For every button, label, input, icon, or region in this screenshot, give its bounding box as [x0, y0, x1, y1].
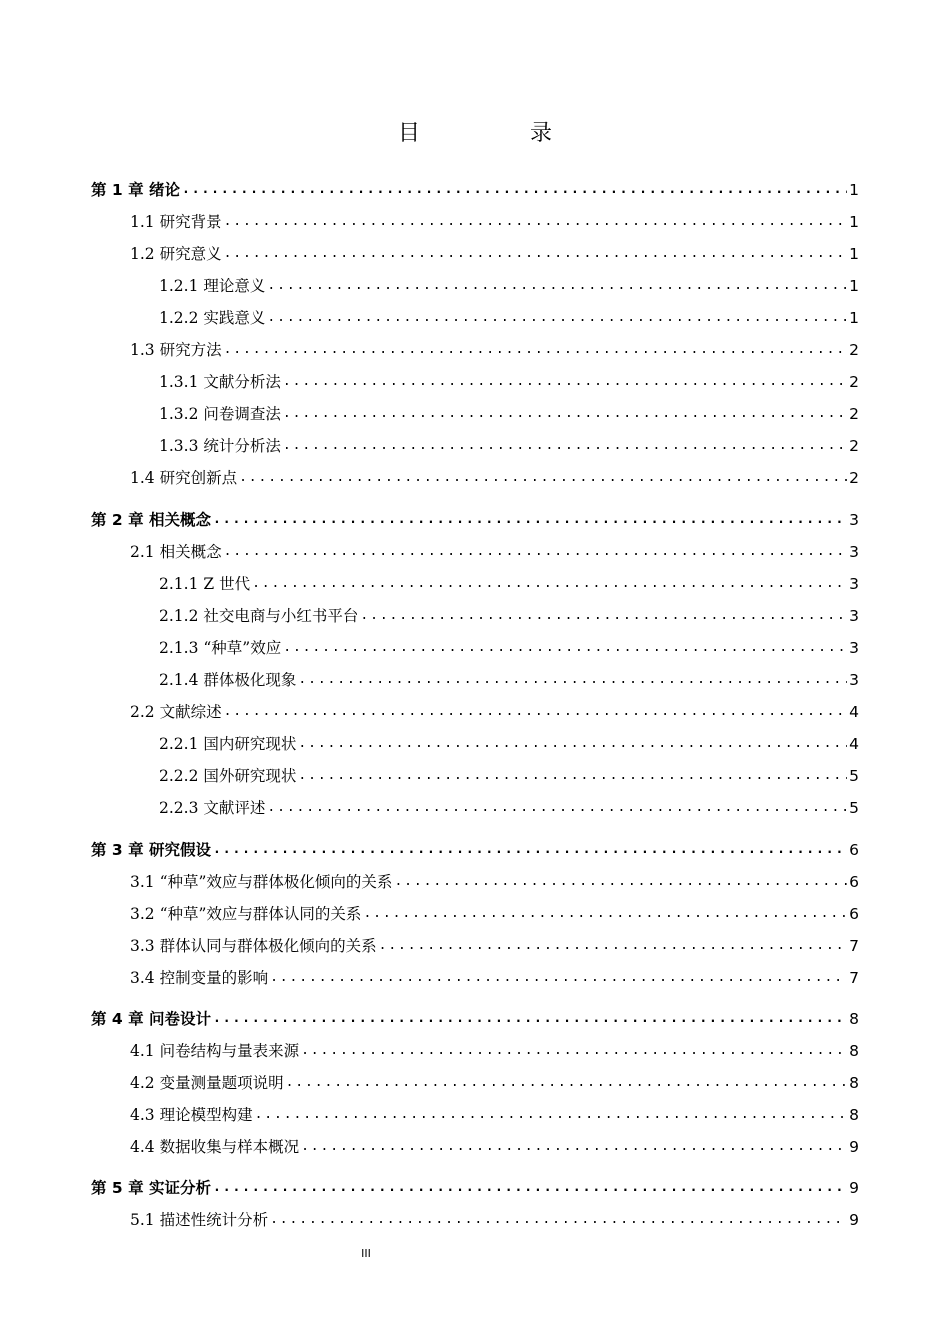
toc-entry-label: 3.3 群体认同与群体极化倾向的关系	[130, 937, 377, 955]
toc-section-entry[interactable]	[159, 602, 859, 626]
toc-dot-leader	[301, 1041, 847, 1061]
toc-dot-leader	[182, 180, 847, 200]
toc-section-entry[interactable]	[159, 762, 859, 786]
toc-section-entry[interactable]	[159, 432, 859, 456]
toc-entry-label: 2.2.2 国外研究现状	[159, 767, 297, 785]
toc-entry-label: 1.3.1 文献分析法	[159, 373, 281, 391]
toc-dot-leader	[213, 1178, 847, 1198]
toc-entry-label: 4.2 变量测量题项说明	[130, 1074, 284, 1092]
toc-dot-leader	[213, 1009, 847, 1029]
toc-entry-page-number: 2	[849, 405, 859, 423]
toc-section-entry[interactable]	[159, 400, 859, 424]
toc-section-entry[interactable]	[130, 1133, 859, 1157]
toc-dot-leader	[270, 1210, 847, 1230]
toc-entry-label: 5.1 描述性统计分析	[130, 1211, 269, 1229]
toc-entry-page-number: 5	[849, 767, 859, 785]
toc-entry-label: 第 5 章 实证分析	[91, 1179, 211, 1197]
toc-section-entry[interactable]	[130, 336, 859, 360]
toc-dot-leader	[270, 968, 847, 988]
toc-entry-page-number: 8	[849, 1042, 859, 1060]
toc-entry-page-number: 9	[849, 1211, 859, 1229]
toc-section-entry[interactable]	[130, 1037, 859, 1061]
toc-entry-label: 2.1.4 群体极化现象	[159, 671, 297, 689]
toc-entry-page-number: 8	[849, 1074, 859, 1092]
toc-dot-leader	[283, 404, 847, 424]
toc-entry-label: 第 1 章 绪论	[91, 181, 180, 199]
toc-dot-leader	[255, 1105, 848, 1125]
toc-entry-page-number: 2	[849, 341, 859, 359]
toc-dot-leader	[363, 904, 847, 924]
toc-section-entry[interactable]	[159, 666, 859, 690]
toc-section-entry[interactable]	[159, 570, 859, 594]
toc-entry-label: 第 2 章 相关概念	[91, 511, 211, 529]
toc-entry-page-number: 6	[849, 841, 859, 859]
toc-entry-page-number: 1	[849, 181, 859, 199]
toc-entry-label: 1.2 研究意义	[130, 245, 222, 263]
toc-entry-label: 1.2.1 理论意义	[159, 277, 266, 295]
toc-dot-leader	[239, 468, 847, 488]
toc-dot-leader	[252, 574, 847, 594]
toc-entry-page-number: 6	[849, 905, 859, 923]
toc-entry-page-number: 4	[849, 703, 859, 721]
toc-section-entry[interactable]	[159, 634, 859, 658]
toc-chapter-entry[interactable]	[91, 506, 859, 530]
page-number-footer: III	[361, 1247, 371, 1260]
toc-section-entry[interactable]	[130, 208, 859, 232]
toc-entry-page-number: 2	[849, 469, 859, 487]
toc-entry-label: 2.1 相关概念	[130, 543, 222, 561]
toc-dot-leader	[283, 372, 847, 392]
toc-entry-label: 4.4 数据收集与样本概况	[130, 1138, 300, 1156]
toc-entry-label: 4.3 理论模型构建	[130, 1106, 253, 1124]
toc-chapter-entry[interactable]	[91, 1005, 859, 1029]
toc-entry-label: 4.1 问卷结构与量表来源	[130, 1042, 300, 1060]
toc-entry-label: 2.1.1 Z 世代	[159, 575, 251, 593]
toc-dot-leader	[224, 340, 848, 360]
toc-section-entry[interactable]	[130, 1206, 859, 1230]
toc-entry-label: 3.2 “种草”效应与群体认同的关系	[130, 905, 362, 923]
toc-chapter-entry[interactable]	[91, 1174, 859, 1198]
toc-entry-label: 第 3 章 研究假设	[91, 841, 211, 859]
toc-section-entry[interactable]	[159, 794, 859, 818]
toc-entry-page-number: 3	[849, 575, 859, 593]
toc-entry-page-number: 3	[849, 511, 859, 529]
toc-dot-leader	[286, 1073, 848, 1093]
toc-entry-label: 1.1 研究背景	[130, 213, 222, 231]
toc-dot-leader	[298, 670, 847, 690]
toc-entry-page-number: 5	[849, 799, 859, 817]
toc-dot-leader	[224, 702, 848, 722]
toc-section-entry[interactable]	[159, 368, 859, 392]
toc-section-entry[interactable]	[130, 900, 859, 924]
toc-chapter-entry[interactable]	[91, 176, 859, 200]
toc-entry-label: 2.1.2 社交电商与小红书平台	[159, 607, 359, 625]
toc-dot-leader	[298, 734, 847, 754]
toc-entry-page-number: 7	[849, 937, 859, 955]
toc-entry-label: 3.1 “种草”效应与群体极化倾向的关系	[130, 873, 393, 891]
toc-entry-page-number: 3	[849, 607, 859, 625]
toc-section-entry[interactable]	[130, 868, 859, 892]
toc-entry-page-number: 7	[849, 969, 859, 987]
toc-entry-label: 1.3.3 统计分析法	[159, 437, 281, 455]
toc-dot-leader	[298, 766, 847, 786]
toc-dot-leader	[267, 308, 847, 328]
toc-entry-page-number: 1	[849, 213, 859, 231]
toc-entry-page-number: 8	[849, 1010, 859, 1028]
toc-entry-page-number: 2	[849, 437, 859, 455]
page-title: 目 录	[397, 121, 596, 146]
toc-section-entry[interactable]	[159, 272, 859, 296]
toc-dot-leader	[267, 276, 847, 296]
toc-entry-label: 第 4 章 问卷设计	[91, 1010, 211, 1028]
toc-dot-leader	[213, 840, 847, 860]
toc-section-entry[interactable]	[130, 538, 859, 562]
toc-section-entry[interactable]	[130, 964, 859, 988]
toc-entry-page-number: 1	[849, 309, 859, 327]
toc-dot-leader	[301, 1137, 847, 1157]
toc-section-entry[interactable]	[159, 730, 859, 754]
toc-entry-page-number: 1	[849, 277, 859, 295]
toc-dot-leader	[379, 936, 848, 956]
toc-dot-leader	[213, 510, 847, 530]
toc-dot-leader	[224, 244, 848, 264]
toc-entry-page-number: 9	[849, 1138, 859, 1156]
toc-dot-leader	[283, 436, 847, 456]
toc-entry-page-number: 9	[849, 1179, 859, 1197]
toc-entry-label: 2.1.3 “种草”效应	[159, 639, 282, 657]
toc-entry-label: 2.2.3 文献评述	[159, 799, 266, 817]
toc-entry-label: 3.4 控制变量的影响	[130, 969, 269, 987]
toc-section-entry[interactable]	[159, 304, 859, 328]
toc-entry-page-number: 3	[849, 543, 859, 561]
toc-dot-leader	[224, 542, 848, 562]
toc-entry-page-number: 3	[849, 639, 859, 657]
toc-section-entry[interactable]	[130, 464, 859, 488]
toc-section-entry[interactable]	[130, 1101, 859, 1125]
toc-entry-label: 1.4 研究创新点	[130, 469, 238, 487]
toc-dot-leader	[267, 798, 847, 818]
toc-section-entry[interactable]	[130, 932, 859, 956]
toc-dot-leader	[394, 872, 847, 892]
toc-entry-page-number: 4	[849, 735, 859, 753]
toc-section-entry[interactable]	[130, 698, 859, 722]
toc-entry-label: 1.2.2 实践意义	[159, 309, 266, 327]
toc-section-entry[interactable]	[130, 240, 859, 264]
toc-dot-leader	[360, 606, 847, 626]
toc-entry-label: 1.3 研究方法	[130, 341, 222, 359]
toc-chapter-entry[interactable]	[91, 836, 859, 860]
toc-entry-page-number: 6	[849, 873, 859, 891]
toc-dot-leader	[283, 638, 847, 658]
toc-entry-page-number: 3	[849, 671, 859, 689]
toc-section-entry[interactable]	[130, 1069, 859, 1093]
toc-entry-page-number: 1	[849, 245, 859, 263]
toc-entry-page-number: 8	[849, 1106, 859, 1124]
toc-entry-page-number: 2	[849, 373, 859, 391]
toc-entry-label: 2.2 文献综述	[130, 703, 222, 721]
toc-dot-leader	[224, 212, 848, 232]
toc-entry-label: 1.3.2 问卷调查法	[159, 405, 281, 423]
toc-entry-label: 2.2.1 国内研究现状	[159, 735, 297, 753]
